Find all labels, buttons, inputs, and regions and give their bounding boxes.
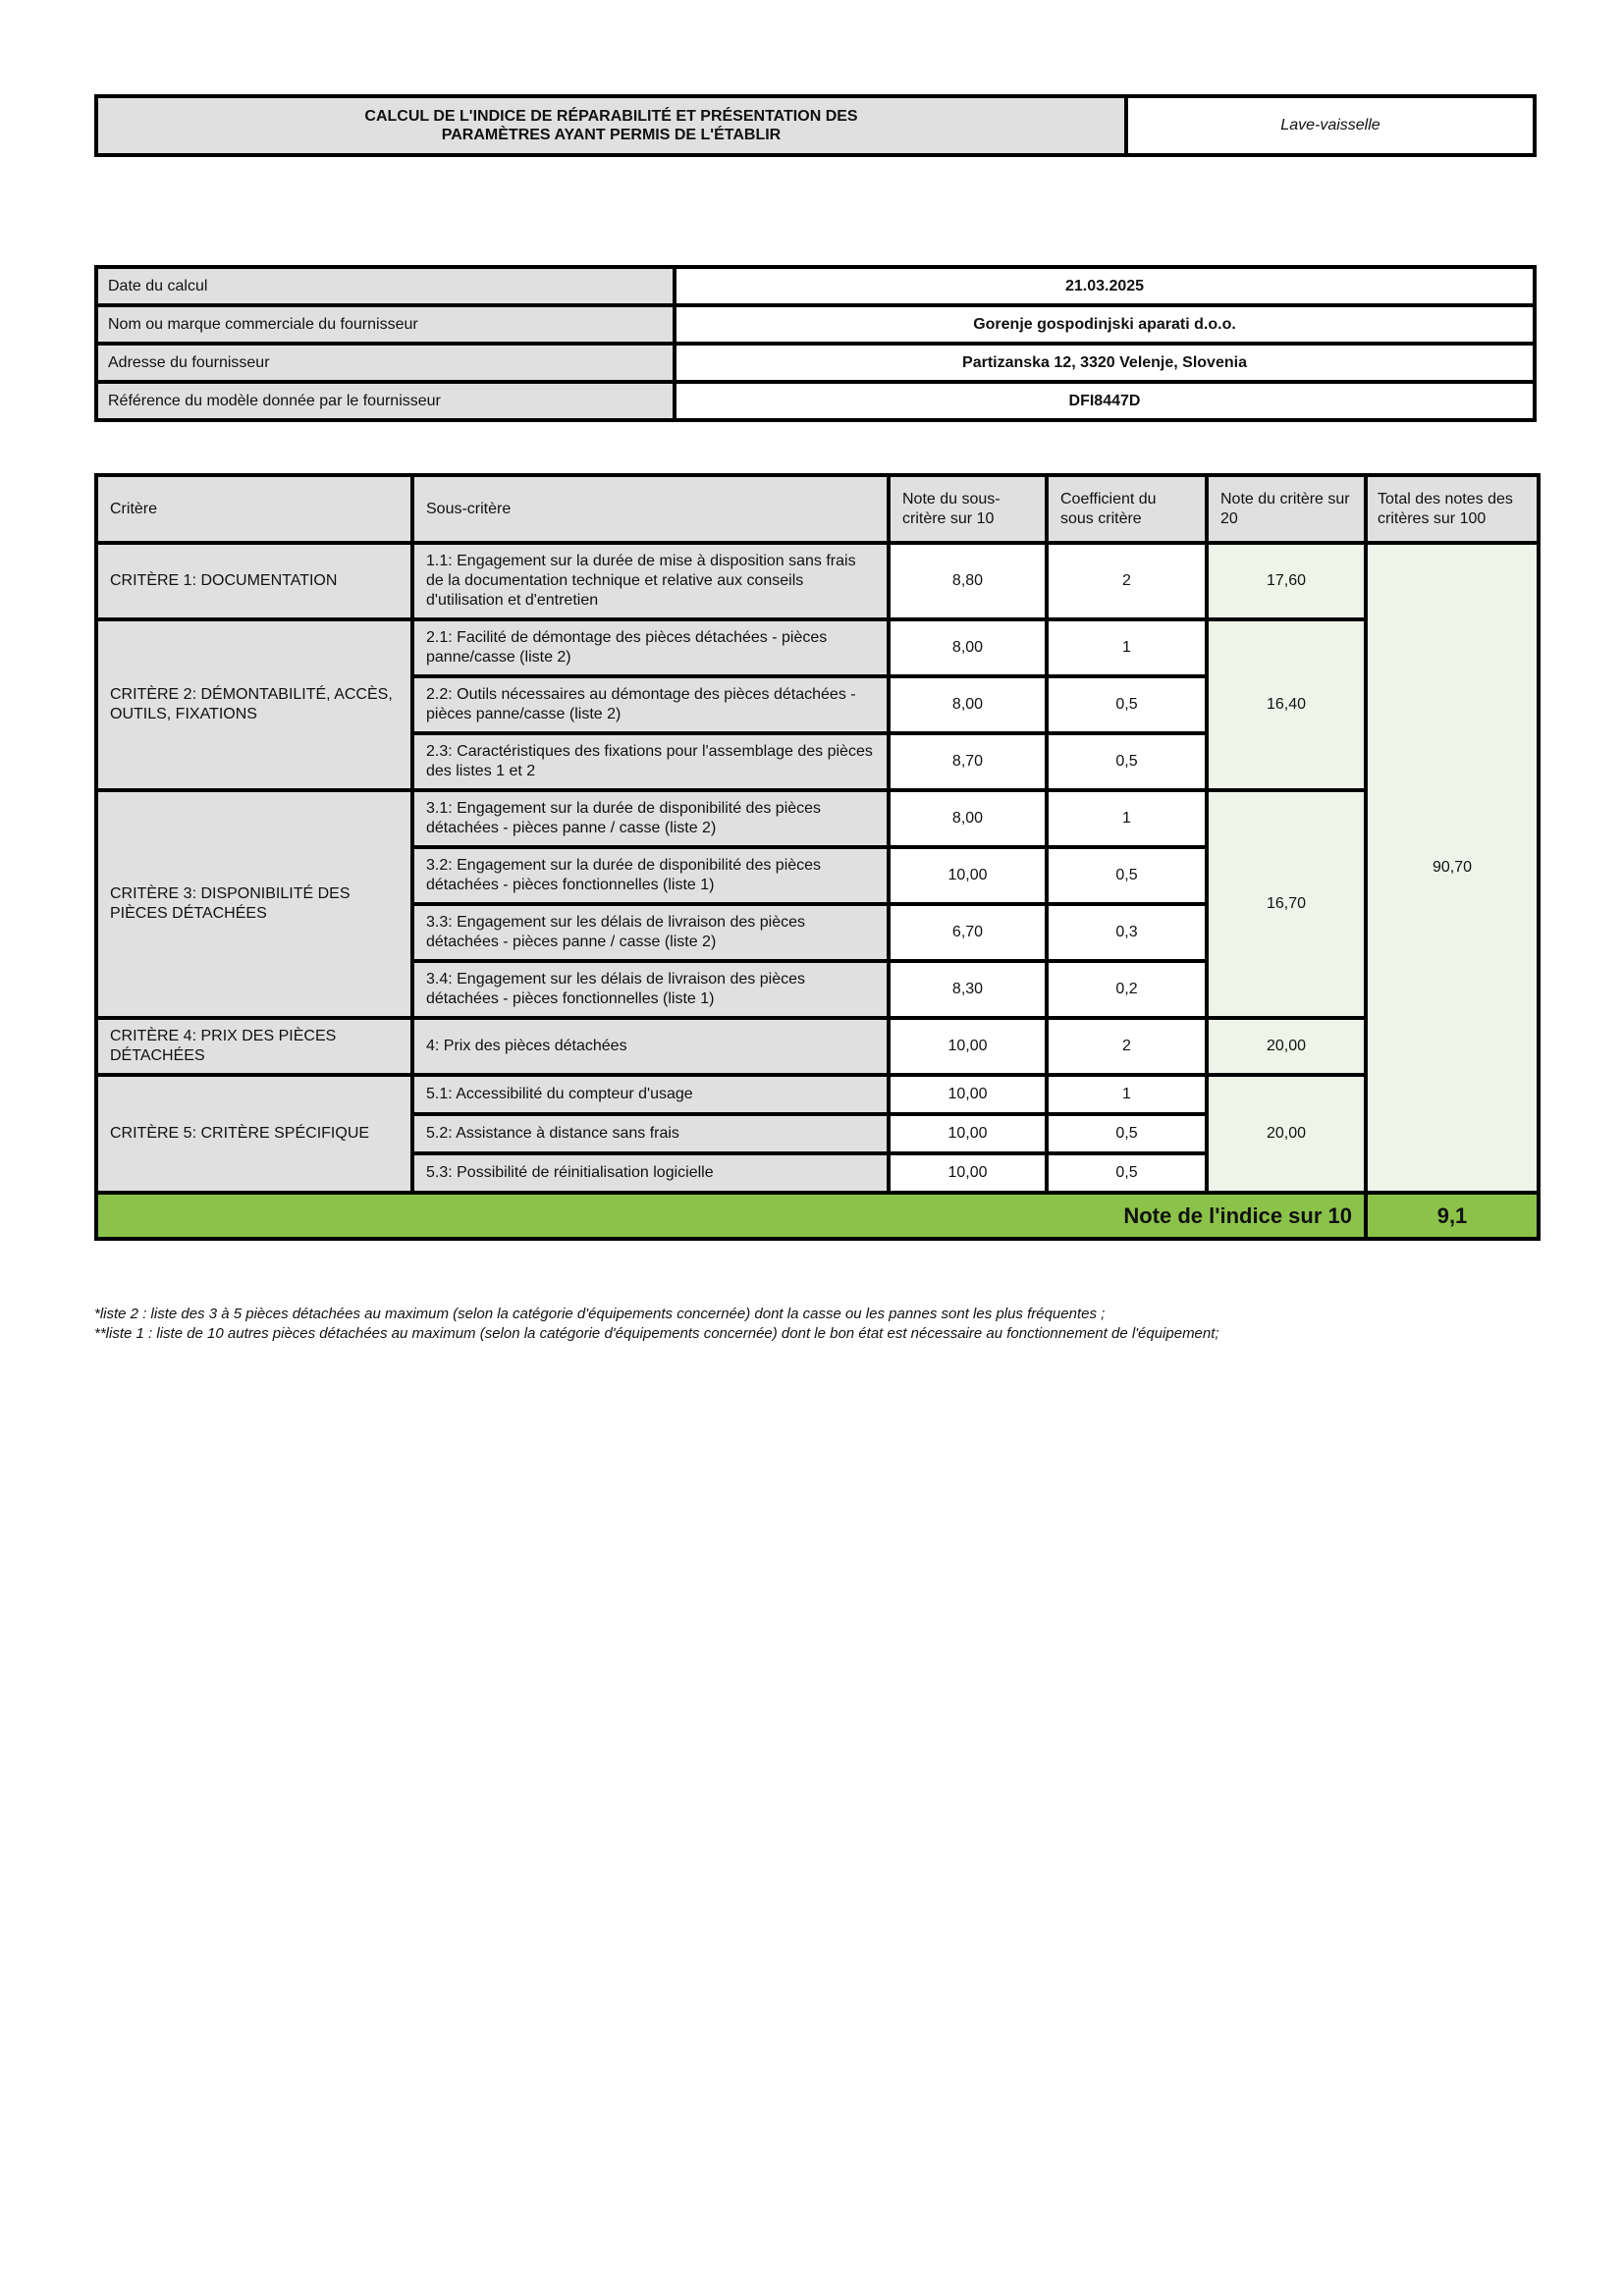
sub-criterion-coef: 0,5 bbox=[1047, 676, 1207, 733]
sub-criterion-note: 8,70 bbox=[889, 733, 1047, 790]
sub-criterion-coef: 1 bbox=[1047, 790, 1207, 847]
sub-criterion-coef: 0,5 bbox=[1047, 1114, 1207, 1153]
sub-criterion-label: 2.2: Outils nécessaires au démontage des pièces détachées - pièces panne/casse (liste 2) bbox=[412, 676, 889, 733]
index-footer-row bbox=[96, 1193, 1539, 1239]
product-category: Lave-vaisselle bbox=[1126, 96, 1535, 155]
footnotes bbox=[94, 1305, 1219, 1344]
criterion-score-20: 16,40 bbox=[1207, 619, 1366, 790]
criterion-score-20: 17,60 bbox=[1207, 543, 1366, 619]
table-row bbox=[96, 1075, 1539, 1114]
sub-criterion-note: 8,80 bbox=[889, 543, 1047, 619]
sub-criterion-note: 10,00 bbox=[889, 1153, 1047, 1193]
info-value: Gorenje gospodinjski aparati d.o.o. bbox=[675, 305, 1535, 344]
table-row bbox=[96, 619, 1539, 676]
criterion-name: CRITÈRE 1: DOCUMENTATION bbox=[96, 543, 412, 619]
repairability-table bbox=[94, 473, 1541, 1241]
sub-criterion-note: 8,00 bbox=[889, 790, 1047, 847]
table-row bbox=[96, 1018, 1539, 1075]
sub-criterion-label: 1.1: Engagement sur la durée de mise à disposition sans frais de la documentation technique et relative aux conseils d'utilisation et d'entretien bbox=[412, 543, 889, 619]
criterion-name: CRITÈRE 4: PRIX DES PIÈCES DÉTACHÉES bbox=[96, 1018, 412, 1075]
document-title bbox=[96, 96, 1126, 155]
sub-criterion-note: 10,00 bbox=[889, 1018, 1047, 1075]
col-header-sous-critere: Sous-critère bbox=[412, 475, 889, 543]
col-header-critere: Critère bbox=[96, 475, 412, 543]
total-score-100: 90,70 bbox=[1366, 543, 1539, 1193]
sub-criterion-label: 5.2: Assistance à distance sans frais bbox=[412, 1114, 889, 1153]
table-header-row bbox=[96, 475, 1539, 543]
col-header-coef: Coefficient du sous critère bbox=[1047, 475, 1207, 543]
table-row bbox=[96, 790, 1539, 847]
sub-criterion-note: 10,00 bbox=[889, 847, 1047, 904]
index-value: 9,1 bbox=[1366, 1193, 1539, 1239]
sub-criterion-label: 5.3: Possibilité de réinitialisation logicielle bbox=[412, 1153, 889, 1193]
info-row bbox=[96, 305, 1535, 344]
sub-criterion-note: 8,00 bbox=[889, 619, 1047, 676]
sub-criterion-label: 2.3: Caractéristiques des fixations pour l'assemblage des pièces des listes 1 et 2 bbox=[412, 733, 889, 790]
info-value: Partizanska 12, 3320 Velenje, Slovenia bbox=[675, 344, 1535, 382]
sub-criterion-note: 8,00 bbox=[889, 676, 1047, 733]
footnote-liste-1: **liste 1 : liste de 10 autres pièces détachées au maximum (selon la catégorie d'équipements concernée) dont le bon état est nécessaire au fonctionnement de l'équipement; bbox=[94, 1325, 1219, 1342]
sub-criterion-label: 4: Prix des pièces détachées bbox=[412, 1018, 889, 1075]
info-label: Nom ou marque commerciale du fournisseur bbox=[96, 305, 675, 344]
table-row bbox=[96, 543, 1539, 619]
criterion-score-20: 20,00 bbox=[1207, 1018, 1366, 1075]
sub-criterion-coef: 2 bbox=[1047, 543, 1207, 619]
col-header-note-critere: Note du critère sur 20 bbox=[1207, 475, 1366, 543]
info-value: 21.03.2025 bbox=[675, 267, 1535, 305]
criterion-score-20: 16,70 bbox=[1207, 790, 1366, 1018]
info-row bbox=[96, 344, 1535, 382]
sub-criterion-label: 2.1: Facilité de démontage des pièces détachées - pièces panne/casse (liste 2) bbox=[412, 619, 889, 676]
index-label: Note de l'indice sur 10 bbox=[96, 1193, 1366, 1239]
info-value: DFI8447D bbox=[675, 382, 1535, 420]
sub-criterion-coef: 1 bbox=[1047, 619, 1207, 676]
sub-criterion-coef: 0,2 bbox=[1047, 961, 1207, 1018]
supplier-info-table bbox=[94, 265, 1537, 422]
info-label: Adresse du fournisseur bbox=[96, 344, 675, 382]
sub-criterion-coef: 1 bbox=[1047, 1075, 1207, 1114]
sub-criterion-coef: 0,5 bbox=[1047, 847, 1207, 904]
sub-criterion-coef: 0,5 bbox=[1047, 1153, 1207, 1193]
sub-criterion-label: 3.3: Engagement sur les délais de livraison des pièces détachées - pièces panne / casse (liste 2) bbox=[412, 904, 889, 961]
title-line-1: CALCUL DE L'INDICE DE RÉPARABILITÉ ET PRÉSENTATION DES bbox=[364, 108, 858, 125]
title-line-2: PARAMÈTRES AYANT PERMIS DE L'ÉTABLIR bbox=[441, 127, 782, 143]
sub-criterion-label: 5.1: Accessibilité du compteur d'usage bbox=[412, 1075, 889, 1114]
col-header-total: Total des notes des critères sur 100 bbox=[1366, 475, 1539, 543]
info-label: Date du calcul bbox=[96, 267, 675, 305]
sub-criterion-label: 3.1: Engagement sur la durée de disponibilité des pièces détachées - pièces panne / casse (liste 2) bbox=[412, 790, 889, 847]
sub-criterion-label: 3.2: Engagement sur la durée de disponibilité des pièces détachées - pièces fonctionnelles (liste 1) bbox=[412, 847, 889, 904]
criteria-body bbox=[96, 543, 1539, 1193]
sub-criterion-note: 10,00 bbox=[889, 1114, 1047, 1153]
criterion-name: CRITÈRE 5: CRITÈRE SPÉCIFIQUE bbox=[96, 1075, 412, 1193]
sub-criterion-note: 10,00 bbox=[889, 1075, 1047, 1114]
criterion-name: CRITÈRE 2: DÉMONTABILITÉ, ACCÈS, OUTILS, FIXATIONS bbox=[96, 619, 412, 790]
sub-criterion-coef: 0,3 bbox=[1047, 904, 1207, 961]
header-table bbox=[94, 94, 1537, 157]
criterion-name: CRITÈRE 3: DISPONIBILITÉ DES PIÈCES DÉTACHÉES bbox=[96, 790, 412, 1018]
sub-criterion-label: 3.4: Engagement sur les délais de livraison des pièces détachées - pièces fonctionnelles (liste 1) bbox=[412, 961, 889, 1018]
criterion-score-20: 20,00 bbox=[1207, 1075, 1366, 1193]
footnote-liste-2: *liste 2 : liste des 3 à 5 pièces détachées au maximum (selon la catégorie d'équipements concernée) dont la casse ou les pannes sont les plus fréquentes ; bbox=[94, 1306, 1106, 1322]
sub-criterion-coef: 0,5 bbox=[1047, 733, 1207, 790]
sub-criterion-note: 6,70 bbox=[889, 904, 1047, 961]
sub-criterion-coef: 2 bbox=[1047, 1018, 1207, 1075]
info-label: Référence du modèle donnée par le fournisseur bbox=[96, 382, 675, 420]
sub-criterion-note: 8,30 bbox=[889, 961, 1047, 1018]
col-header-note-sous: Note du sous-critère sur 10 bbox=[889, 475, 1047, 543]
info-row bbox=[96, 267, 1535, 305]
info-row bbox=[96, 382, 1535, 420]
